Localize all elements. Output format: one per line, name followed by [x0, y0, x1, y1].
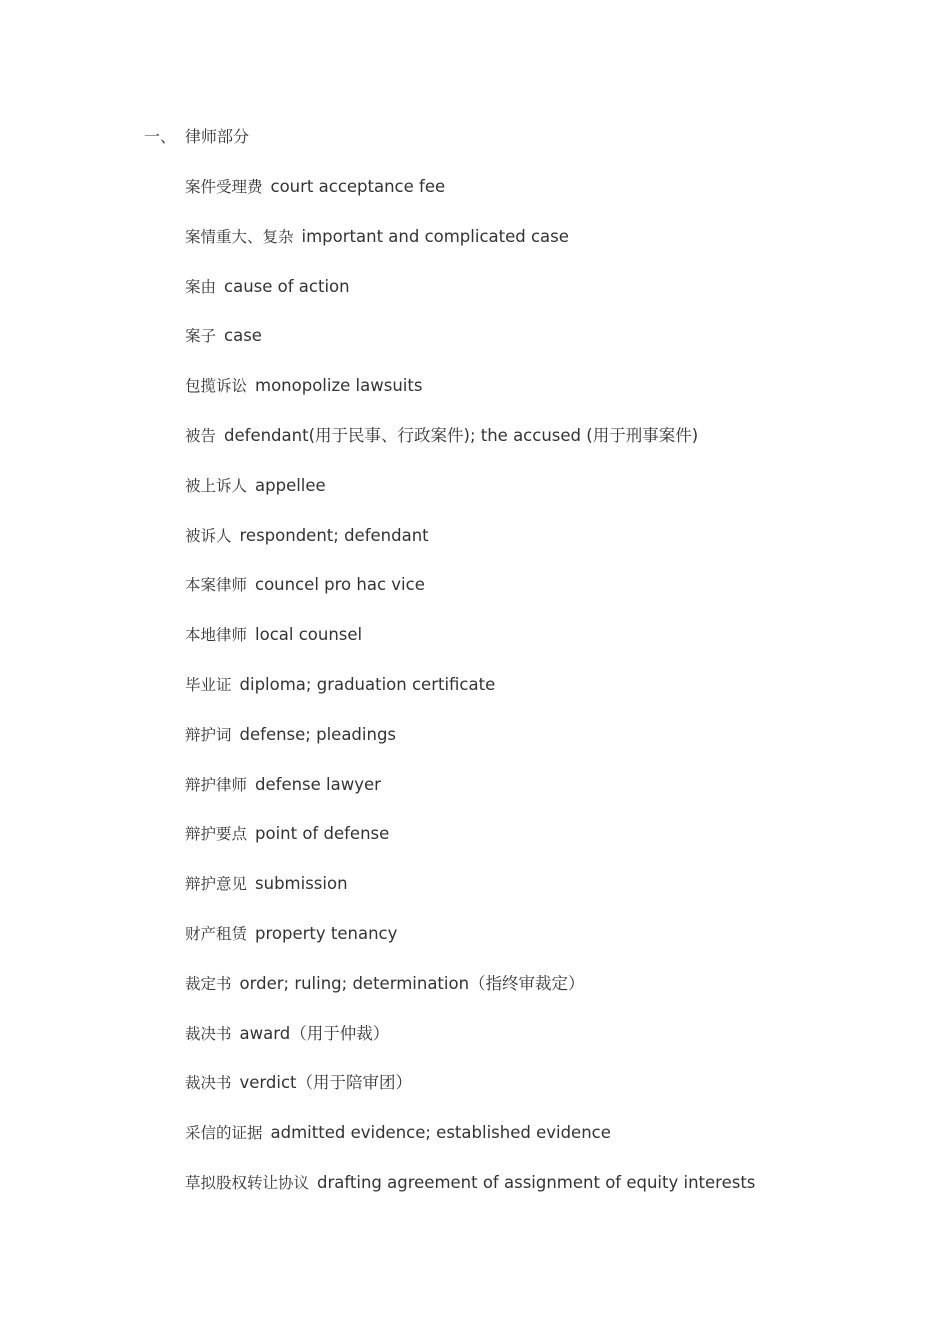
chinese-term: 裁决书	[185, 1074, 232, 1093]
glossary-entry	[185, 923, 755, 973]
glossary-entry	[185, 774, 755, 824]
chinese-term: 被告	[185, 426, 217, 445]
english-term: local counsel	[255, 625, 363, 645]
chinese-term: 案件受理费	[185, 178, 263, 196]
glossary-entry	[185, 973, 755, 1023]
chinese-term: 毕业证	[185, 675, 232, 694]
chinese-term: 草拟股权转让协议	[185, 1173, 310, 1192]
glossary-entry	[185, 1023, 755, 1073]
english-term: defendant(用于民事、行政案件); the accused (用于刑事案件)	[224, 425, 699, 445]
english-term: defense lawyer	[255, 774, 381, 794]
english-term: drafting agreement of assignment of equity interests	[317, 1172, 756, 1192]
english-term: cause of action	[224, 276, 350, 296]
chinese-term: 裁定书	[185, 974, 232, 993]
glossary-entry	[185, 226, 755, 276]
english-term: diploma; graduation certificate	[239, 674, 496, 694]
chinese-term: 本案律师	[185, 576, 248, 595]
chinese-term: 本地律师	[185, 626, 248, 645]
english-term: defense; pleadings	[239, 724, 397, 744]
glossary-entry	[185, 1122, 755, 1172]
glossary-entry	[185, 325, 755, 375]
chinese-term: 辩护词	[185, 725, 232, 744]
chinese-term: 辩护要点	[185, 825, 248, 844]
english-term: respondent; defendant	[239, 525, 429, 545]
english-term: important and complicated case	[301, 226, 569, 246]
chinese-term: 案情重大、复杂	[185, 227, 294, 246]
chinese-term: 裁决书	[185, 1024, 232, 1043]
glossary-entry	[185, 475, 755, 525]
chinese-term: 案由	[185, 277, 217, 296]
chinese-term: 财产租赁	[185, 924, 248, 943]
glossary-entry	[185, 1072, 755, 1122]
english-term: order; ruling; determination（指终审裁定）	[239, 973, 585, 993]
glossary-list	[185, 176, 755, 1222]
chinese-term: 辩护律师	[185, 775, 248, 794]
chinese-term: 采信的证据	[185, 1124, 263, 1143]
english-term: monopolize lawsuits	[255, 376, 423, 396]
glossary-entry	[185, 1172, 755, 1222]
chinese-term: 包揽诉讼	[185, 377, 248, 396]
glossary-entry	[185, 574, 755, 624]
chinese-term: 被上诉人	[185, 476, 248, 495]
glossary-entry	[185, 375, 755, 425]
glossary-entry	[185, 674, 755, 724]
english-term: award（用于仲裁）	[239, 1023, 390, 1043]
glossary-entry	[185, 624, 755, 674]
english-term: appellee	[255, 475, 326, 495]
chinese-term: 辩护意见	[185, 875, 248, 894]
english-term: verdict（用于陪审团）	[239, 1073, 413, 1093]
glossary-entry	[185, 276, 755, 326]
glossary-entry	[185, 525, 755, 575]
glossary-entry	[185, 425, 755, 475]
chinese-term: 案子	[185, 327, 217, 346]
english-term: point of defense	[255, 824, 390, 844]
english-term: property tenancy	[255, 923, 398, 943]
section-heading	[144, 126, 249, 148]
english-term: councel pro hac vice	[255, 575, 425, 595]
glossary-entry	[185, 724, 755, 774]
english-term: court acceptance fee	[270, 177, 446, 196]
section-title: 律师部分	[185, 127, 250, 146]
chinese-term: 被诉人	[185, 526, 232, 545]
section-number: 一、	[144, 127, 177, 146]
glossary-entry	[185, 176, 755, 226]
english-term: case	[224, 326, 262, 346]
english-term: submission	[255, 874, 348, 894]
glossary-entry	[185, 823, 755, 873]
english-term: admitted evidence; established evidence	[270, 1123, 611, 1143]
glossary-entry	[185, 873, 755, 923]
